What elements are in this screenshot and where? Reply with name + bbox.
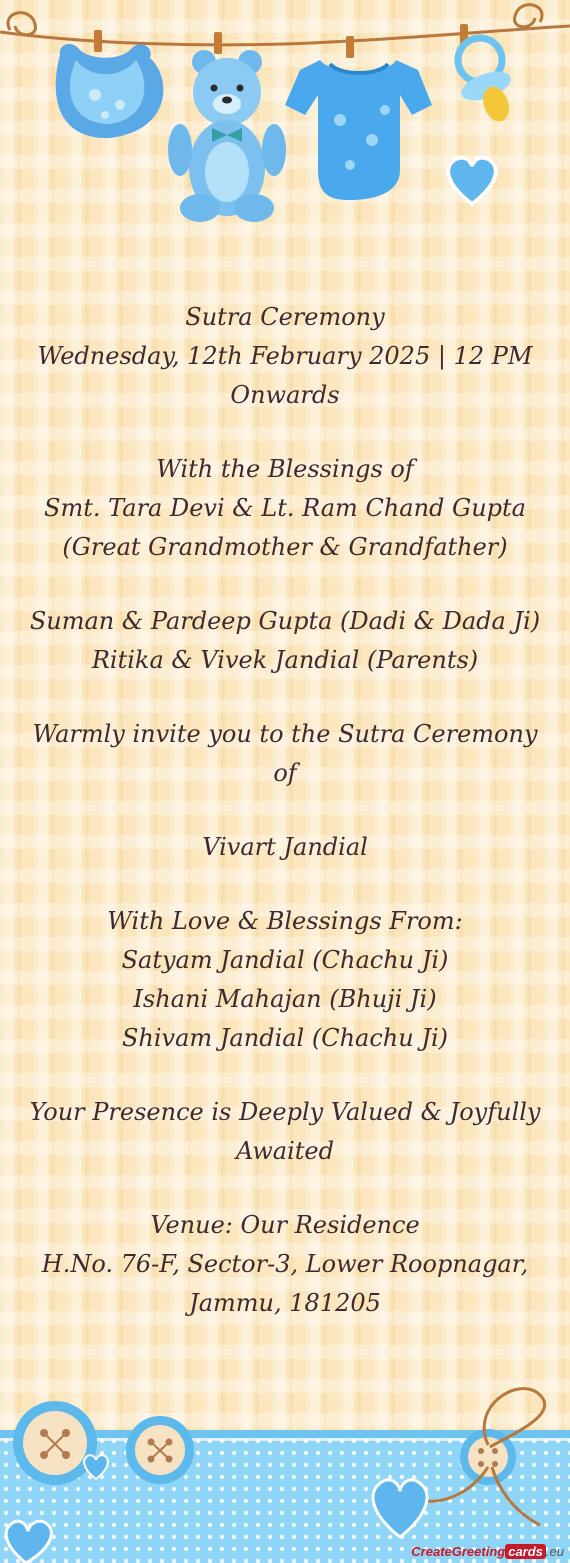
heart-icon <box>448 158 495 204</box>
bottom-band-decoration <box>0 1375 570 1563</box>
address-line-2: Jammu, 181205 <box>189 1289 381 1317</box>
presence-line-1: Your Presence is Deeply Valued & Joyfully <box>29 1098 541 1126</box>
parents: Ritika & Vivek Jandial (Parents) <box>91 646 479 674</box>
invite-line-2: of <box>273 759 297 787</box>
pacifier-icon <box>457 24 514 125</box>
teddy-bear-icon <box>168 32 286 222</box>
from-name: Ishani Mahajan (Bhuji Ji) <box>133 985 437 1013</box>
ceremony-date-cont: Onwards <box>230 381 340 409</box>
venue: Venue: Our Residence <box>150 1211 420 1239</box>
button-icon <box>13 1401 97 1485</box>
ceremony-date: Wednesday, 12th February 2025 | 12 PM <box>37 342 533 370</box>
watermark-part-2: cards <box>505 1544 546 1559</box>
watermark-logo <box>411 1544 564 1559</box>
grandparents: Suman & Pardeep Gupta (Dadi & Dada Ji) <box>29 607 541 635</box>
address-line-1: H.No. 76-F, Sector-3, Lower Roopnagar, <box>41 1250 529 1278</box>
onesie-icon <box>285 36 432 200</box>
watermark-part-1: CreateGreeting <box>411 1544 506 1559</box>
from-name: Shivam Jandial (Chachu Ji) <box>121 1024 448 1052</box>
ceremony-title: Sutra Ceremony <box>185 303 385 331</box>
watermark-part-3: .eu <box>545 1544 564 1559</box>
from-heading: With Love & Blessings From: <box>107 907 463 935</box>
presence-line-2: Awaited <box>236 1137 334 1165</box>
great-grandparents: Smt. Tara Devi & Lt. Ram Chand Gupta <box>44 494 526 522</box>
child-name: Vivart Jandial <box>202 833 368 861</box>
invitation-text <box>0 298 570 1323</box>
clothesline-decoration <box>0 0 570 240</box>
from-name: Satyam Jandial (Chachu Ji) <box>121 946 449 974</box>
bib-icon <box>56 30 164 138</box>
button-icon <box>126 1416 194 1484</box>
invite-line-1: Warmly invite you to the Sutra Ceremony <box>32 720 538 748</box>
blessings-heading: With the Blessings of <box>156 455 414 483</box>
great-grandparents-relation: (Great Grandmother & Grandfather) <box>62 533 508 561</box>
